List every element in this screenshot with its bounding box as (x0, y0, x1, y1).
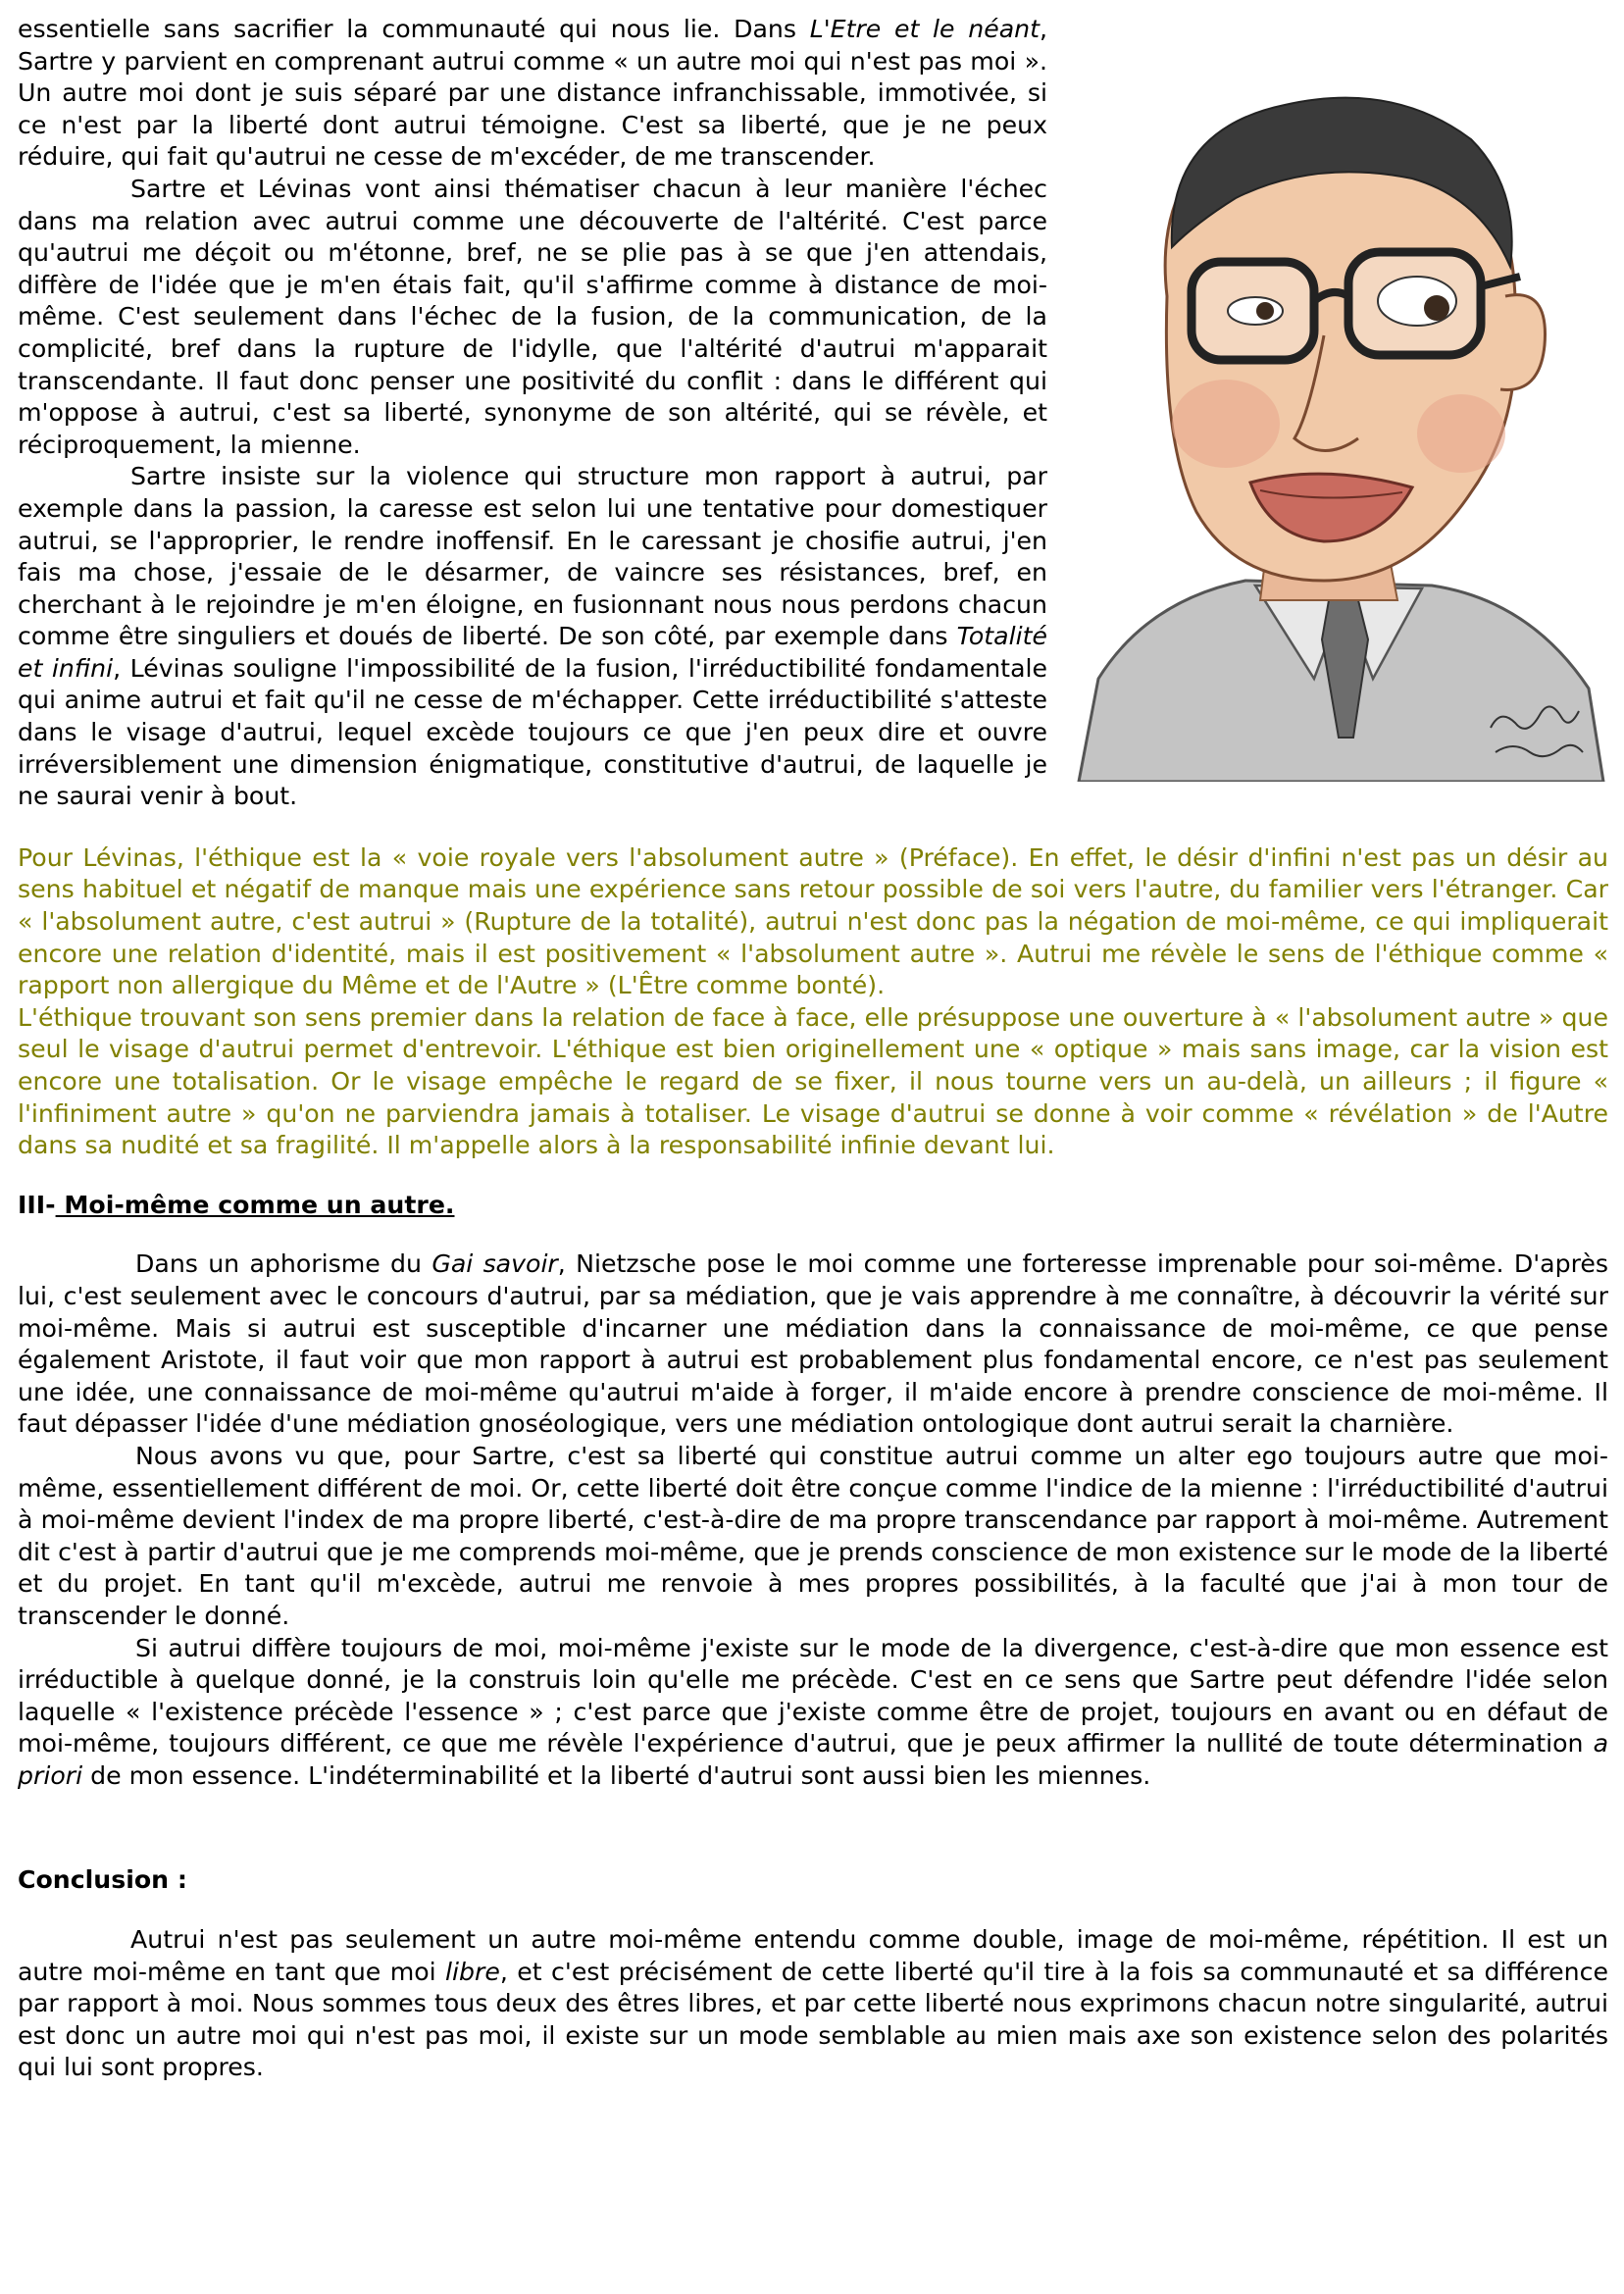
caricature-drawing (1059, 51, 1608, 782)
book-title-gai-savoir: Gai savoir (431, 1249, 558, 1279)
paragraph-sartre-levinas: Sartre et Lévinas vont ainsi thématiser chacun à leur manière l'échec dans ma relation avec autrui comme une découverte de l'altérité. C'est parce qu'autrui me déçoit ou m'étonne, bref, ne se plie pas à se que j'en attendais, diffère de l'idée que je m'en étais fait, qu'il s'affirme comme à distance de moi-même. C'est seulement dans l'échec de la fusion, de la communication, de la complicité, bref dans la rupture de l'idylle, que l'altérité d'autrui m'apparait transcendante. Il faut donc penser une positivité du conflit : dans le différent qui m'oppose à autrui, c'est sa liberté, synonyme de son altérité, qui se révèle, et réciproquement, la mienne. (18, 174, 1047, 459)
book-title-totalite-infini: Totalité et infini (18, 622, 1047, 683)
paragraph-levinas-ethique: Pour Lévinas, l'éthique est la « voie royale vers l'absolument autre » (Préface). En effet, le désir d'infini n'est pas un désir au sens habituel et négatif de manque mais une expérience sans retour possible de soi vers l'autre, du familier vers l'étranger. Car « l'absolument autre, c'est autrui » (Rupture de la totalité), autrui n'est donc pas la négation de moi-même, ce qui impliquerait encore une relation d'identité, mais il est positivement « l'absolument autre ». Autrui me révèle le sens de l'éthique comme « rapport non allergique du Même et de l'Autre » (L'Être comme bonté). (18, 842, 1608, 1000)
term-libre: libre (445, 1957, 500, 1986)
section-heading-iii: III- Moi-même comme un autre. (18, 1190, 455, 1219)
paragraph-nietzsche: Dans un aphorisme du Gai savoir, Nietzsche pose le moi comme une forteresse imprenable pour soi-même. D'après lui, c'est seulement avec le concours d'autrui, par sa médiation, que je vais apprendre à me connaître, à découvrir la vérité sur moi-même. Mais si autrui est susceptible d'incarner une médiation dans la connaissance de moi-même, ce que pense également Aristote, il faut voir que mon rapport à autrui est probablement plus fondamental encore, ce n'est pas seulement une idée, une connaissance de moi-même qu'autrui m'aide à forger, il m'aide encore à prendre conscience de moi-même. Il faut dépasser l'idée d'une médiation gnoséologique, vers une médiation ontologique dont autrui serait la charnière. (18, 1249, 1608, 1439)
sartre-caricature-illustration (1059, 51, 1608, 782)
paragraph-violence: Sartre insiste sur la violence qui structure mon rapport à autrui, par exemple dans la passion, la caresse est selon lui une tentative pour domestiquer autrui, se l'approprier, le rendre inoffensif. En le caressant je chosifie autrui, j'en fais ma chose, j'essaie de le désarmer, de vaincre ses résistances, bref, en cherchant à le rejoindre je m'en éloigne, en fusionnant nous nous perdons chacun comme être singuliers et doués de liberté. De son côté, par exemple dans Totalité et infini, Lévinas souligne l'impossibilité de la fusion, l'irréductibilité fondamentale qui anime autrui et fait qu'il ne cesse de m'échapper. Cette irréductibilité s'atteste dans le visage d'autrui, lequel excède toujours ce que j'en peux dire et ouvre irréversiblement une dimension énigmatique, constitutive d'autrui, de laquelle je ne saurai venir à bout. (18, 462, 1047, 811)
conclusion-heading: Conclusion : (18, 1865, 187, 1895)
paragraph-conclusion: Autrui n'est pas seulement un autre moi-même entendu comme double, image de moi-même, répétition. Il est un autre moi-même en tant que moi libre, et c'est précisément de cette liberté qu'il tire à la fois sa communauté et sa différence par rapport à moi. Nous sommes tous deux des êtres libres, et par cette liberté nous exprimons chacun notre singularité, autrui est donc un autre moi qui n'est pas moi, il existe sur un mode semblable au mien mais axe son existence selon des polarités qui lui sont propres. (18, 1925, 1608, 2082)
document-page (18, 14, 1608, 2084)
term-a-priori: a priori (18, 1729, 1608, 1790)
paragraph-divergence: Si autrui diffère toujours de moi, moi-même j'existe sur le mode de la divergence, c'est-à-dire que mon essence est irréductible à quelque donné, je la construis loin qu'elle me précède. C'est en ce sens que Sartre peut défendre l'idée selon laquelle « l'existence précède l'essence » ; c'est parce que j'existe comme être de projet, toujours en avant ou en défaut de moi-même, toujours différent, ce que me révèle l'expérience d'autrui, que je peux affirmer la nullité de toute détermination a priori de mon essence. L'indéterminabilité et la liberté d'autrui sont aussi bien les miennes. (18, 1633, 1608, 1790)
paragraph-alter-ego: Nous avons vu que, pour Sartre, c'est sa liberté qui constitue autrui comme un alter ego toujours autre que moi-même, essentiellement différent de moi. Or, cette liberté doit être conçue comme l'indice de la mienne : l'irréductibilité d'autrui à moi-même devient l'index de ma propre liberté, c'est-à-dire de ma propre transcendance par rapport à moi-même. Autrement dit c'est à partir d'autrui que je me comprends moi-même, que je prends conscience de mon existence sur le mode de la liberté et du projet. En tant qu'il m'excède, autrui me renvoie à mes propres possibilités, à la faculté que j'ai à mon tour de transcender le donné. (18, 1441, 1608, 1630)
book-title-etre-neant: L'Etre et le néant (809, 15, 1040, 43)
paragraph-sartre-intro: essentielle sans sacrifier la communauté qui nous lie. Dans L'Etre et le néant, Sartre y parvient en comprenant autrui comme « un autre moi qui n'est pas moi ». Un autre moi dont je suis séparé par une distance infranchissable, immotivée, si ce n'est par la liberté dont autrui témoigne. C'est sa liberté, que je ne peux réduire, qui fait qu'autrui ne cesse de m'excéder, de me transcender. (18, 15, 1047, 172)
paragraph-face-a-face: L'éthique trouvant son sens premier dans la relation de face à face, elle présuppose une ouverture à « l'absolument autre » que seul le visage d'autrui permet d'entrevoir. L'éthique est bien originellement une « optique » mais sans image, car la vision est encore une totalisation. Or le visage empêche le regard de se fixer, il nous tourne vers un au-delà, un ailleurs ; il figure « l'infiniment autre » qu'on ne parviendra jamais à totaliser. Le visage d'autrui se donne à voir comme « révélation » de l'Autre dans sa nudité et sa fragilité. Il m'appelle alors à la responsabilité infinie devant lui. (18, 1002, 1608, 1160)
